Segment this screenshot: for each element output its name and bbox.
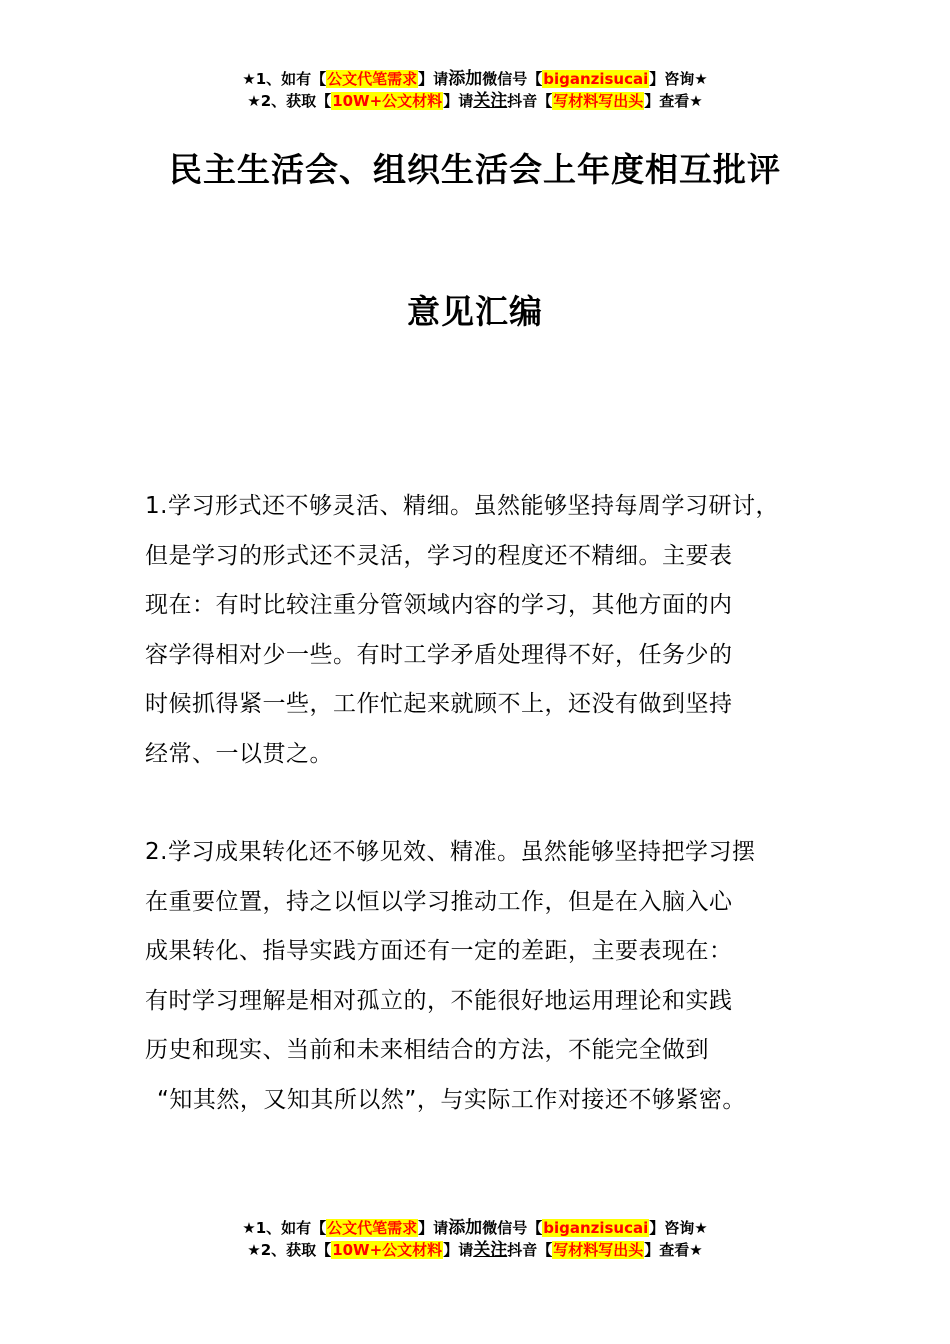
paragraph-line: 经常、一以贯之。 [145,740,333,767]
promo-line-2 [0,1239,950,1261]
promo-text: ★1、如有【 [242,70,327,88]
paragraph-line: 2.学习成果转化还不够见效、精准。虽然能够坚持把学习摆 [145,839,756,865]
paragraph-line: 但是学习的形式还不灵活，学习的程度还不精细。主要表 [145,542,733,569]
promo-highlight: 公文代笔需求 [327,1219,418,1237]
promo-line-1 [0,1217,950,1239]
promo-highlight: 10W+公文材料 [332,92,443,110]
promo-emphasis: 关注 [473,1240,508,1260]
paragraph-line: “知其然，又知其所以然”，与实际工作对接还不够紧密。 [157,1086,746,1113]
promo-douyin-account: 写材料写出头 [553,1241,644,1259]
promo-text: ★2、获取【 [247,92,332,110]
promo-text: 】查看★ [644,1241,703,1259]
promo-emphasis: 添加 [448,69,483,89]
promo-line-2 [0,90,950,112]
promo-text: 微信号【 [482,1219,543,1237]
promo-text: ★1、如有【 [242,1219,327,1237]
paragraph-line: 有时学习理解是相对孤立的，不能很好地运用理论和实践 [145,987,733,1014]
promo-highlight: 10W+公文材料 [332,1241,443,1259]
promo-text: ★2、获取【 [247,1241,332,1259]
paragraph-line: 在重要位置，持之以恒以学习推动工作，但是在入脑入心 [145,888,733,915]
promo-text: 】请 [443,1241,474,1259]
paragraph-line: 现在：有时比较注重分管领域内容的学习，其他方面的内 [145,592,733,618]
paragraph-1 [145,482,815,779]
promo-text: 】请 [418,70,449,88]
paragraph-line: 容学得相对少一些。有时工学矛盾处理得不好，任务少的 [145,641,733,668]
promo-douyin-account: 写材料写出头 [553,92,644,110]
paragraph-line: 成果转化、指导实践方面还有一定的差距，主要表现在： [145,938,733,964]
promo-emphasis: 关注 [473,91,508,111]
paragraph-line: 1.学习形式还不够灵活、精细。虽然能够坚持每周学习研讨， [145,493,779,519]
promo-text: 微信号【 [482,70,543,88]
promo-footer [0,1217,950,1261]
promo-text: 】查看★ [644,92,703,110]
promo-text: 】咨询★ [649,70,708,88]
promo-wechat-id: biganzisucai [543,70,649,88]
promo-text: 】请 [443,92,474,110]
paragraph-line: 时候抓得紧一些，工作忙起来就顾不上，还没有做到坚持 [145,691,733,717]
promo-text: 】咨询★ [649,1219,708,1237]
promo-text: 抖音【 [507,92,553,110]
document-title-line-2: 意见汇编 [407,292,543,331]
promo-text: 抖音【 [507,1241,553,1259]
paragraph-2 [145,828,815,1125]
promo-line-1 [0,68,950,90]
promo-text: 】请 [418,1219,449,1237]
document-title-line-1: 民主生活会、组织生活会上年度相互批评 [169,150,781,189]
promo-header [0,68,950,112]
promo-highlight: 公文代笔需求 [327,70,418,88]
promo-wechat-id: biganzisucai [543,1219,649,1237]
paragraph-line: 历史和现实、当前和未来相结合的方法，不能完全做到 [145,1037,709,1063]
promo-emphasis: 添加 [448,1218,483,1238]
